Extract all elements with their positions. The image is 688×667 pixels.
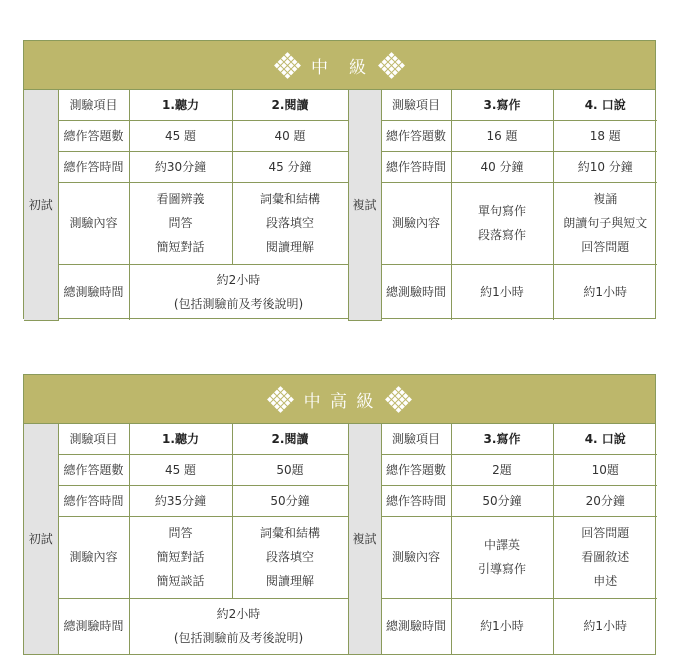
writing-content [451, 516, 553, 598]
reading-count: 40 題 [232, 120, 348, 151]
row-label-total: 總測驗時間 [58, 598, 129, 654]
row-label-total: 總測驗時間 [381, 264, 451, 320]
stage1-label: 初試 [24, 424, 58, 654]
row-label-content: 測驗內容 [381, 182, 451, 264]
listening-content [129, 516, 232, 598]
row-label-content: 測驗內容 [381, 516, 451, 598]
speaking-name: 4. 口說 [553, 424, 657, 454]
listening-name: 1.聽力 [129, 90, 232, 120]
speaking-time: 約10 分鐘 [553, 151, 657, 182]
stage1-total-time [129, 264, 348, 320]
row-label-count: 總作答題數 [58, 454, 129, 485]
writing-name: 3.寫作 [451, 90, 553, 120]
content-line: 簡短對話 [156, 240, 205, 254]
reading-time: 45 分鐘 [232, 151, 348, 182]
content-line: 閱讀理解 [265, 240, 314, 254]
reading-count: 50題 [232, 454, 348, 485]
writing-name: 3.寫作 [451, 424, 553, 454]
row-label-total: 總測驗時間 [381, 598, 451, 654]
writing-time: 50分鐘 [451, 485, 553, 516]
row-label-content: 測驗內容 [58, 182, 129, 264]
row-label-time: 總作答時間 [381, 485, 451, 516]
reading-content [232, 516, 348, 598]
content-line: 問答 [168, 216, 193, 230]
content-line: 問答 [168, 526, 193, 540]
writing-time: 40 分鐘 [451, 151, 553, 182]
total-note: (包括測驗前及考後說明) [173, 297, 304, 312]
level-title: 中 高 級 [303, 391, 376, 412]
speaking-count: 18 題 [553, 120, 657, 151]
content-line: 朗讀句子與短文 [563, 216, 648, 230]
reading-name: 2.閱讀 [232, 424, 348, 454]
exam-table [24, 90, 657, 321]
content-line: 段落填空 [265, 216, 314, 230]
stage2-label: 複試 [348, 90, 381, 320]
row-label-time: 總作答時間 [58, 485, 129, 516]
writing-total: 約1小時 [451, 264, 553, 320]
reading-time: 50分鐘 [232, 485, 348, 516]
row-label-item: 測驗項目 [381, 424, 451, 454]
row-label-item: 測驗項目 [58, 90, 129, 120]
row-label-total: 總測驗時間 [58, 264, 129, 320]
listening-count: 45 題 [129, 454, 232, 485]
content-line: 複誦 [593, 192, 618, 206]
listening-content [129, 182, 232, 264]
speaking-content [553, 516, 657, 598]
row-label-item: 測驗項目 [381, 90, 451, 120]
listening-name: 1.聽力 [129, 424, 232, 454]
level-header [24, 375, 655, 424]
content-line: 單句寫作 [477, 204, 526, 218]
content-line: 中譯英 [483, 538, 520, 552]
row-label-count: 總作答題數 [381, 120, 451, 151]
content-line: 申述 [593, 574, 618, 588]
diamond-ornament-icon [267, 386, 294, 413]
speaking-content [553, 182, 657, 264]
content-line: 看圖敘述 [581, 550, 630, 564]
speaking-total: 約1小時 [553, 264, 657, 320]
total-note: (包括測驗前及考後說明) [173, 631, 304, 646]
content-line: 閱讀理解 [265, 574, 314, 588]
content-line: 看圖辨義 [156, 192, 205, 206]
stage1-total-time [129, 598, 348, 654]
writing-total: 約1小時 [451, 598, 553, 654]
level-title: 中 級 [311, 57, 368, 78]
level-header [24, 41, 655, 90]
content-line: 詞彙和結構 [259, 192, 320, 206]
writing-content [451, 182, 553, 264]
row-label-content: 測驗內容 [58, 516, 129, 598]
content-line: 段落寫作 [477, 228, 526, 242]
listening-time: 約35分鐘 [129, 485, 232, 516]
row-label-time: 總作答時間 [58, 151, 129, 182]
writing-count: 16 題 [451, 120, 553, 151]
diamond-ornament-icon [385, 386, 412, 413]
content-line: 簡短對話 [156, 550, 205, 564]
speaking-total: 約1小時 [553, 598, 657, 654]
diamond-ornament-icon [274, 52, 301, 79]
exam-table [24, 424, 657, 655]
stage2-label: 複試 [348, 424, 381, 654]
diamond-ornament-icon [378, 52, 405, 79]
speaking-name: 4. 口說 [553, 90, 657, 120]
total-line: 約2小時 [216, 273, 261, 288]
stage1-label: 初試 [24, 90, 58, 320]
high-intermediate-level-table [23, 374, 656, 655]
content-line: 引導寫作 [477, 562, 526, 576]
content-line: 回答問題 [581, 240, 630, 254]
content-line: 段落填空 [265, 550, 314, 564]
total-line: 約2小時 [216, 607, 261, 622]
row-label-count: 總作答題數 [381, 454, 451, 485]
listening-time: 約30分鐘 [129, 151, 232, 182]
intermediate-level-table [23, 40, 656, 319]
content-line: 詞彙和結構 [259, 526, 320, 540]
listening-count: 45 題 [129, 120, 232, 151]
content-line: 回答問題 [581, 526, 630, 540]
reading-name: 2.閱讀 [232, 90, 348, 120]
row-label-time: 總作答時間 [381, 151, 451, 182]
reading-content [232, 182, 348, 264]
speaking-count: 10題 [553, 454, 657, 485]
content-line: 簡短談話 [156, 574, 205, 588]
row-label-item: 測驗項目 [58, 424, 129, 454]
writing-count: 2題 [451, 454, 553, 485]
row-label-count: 總作答題數 [58, 120, 129, 151]
speaking-time: 20分鐘 [553, 485, 657, 516]
